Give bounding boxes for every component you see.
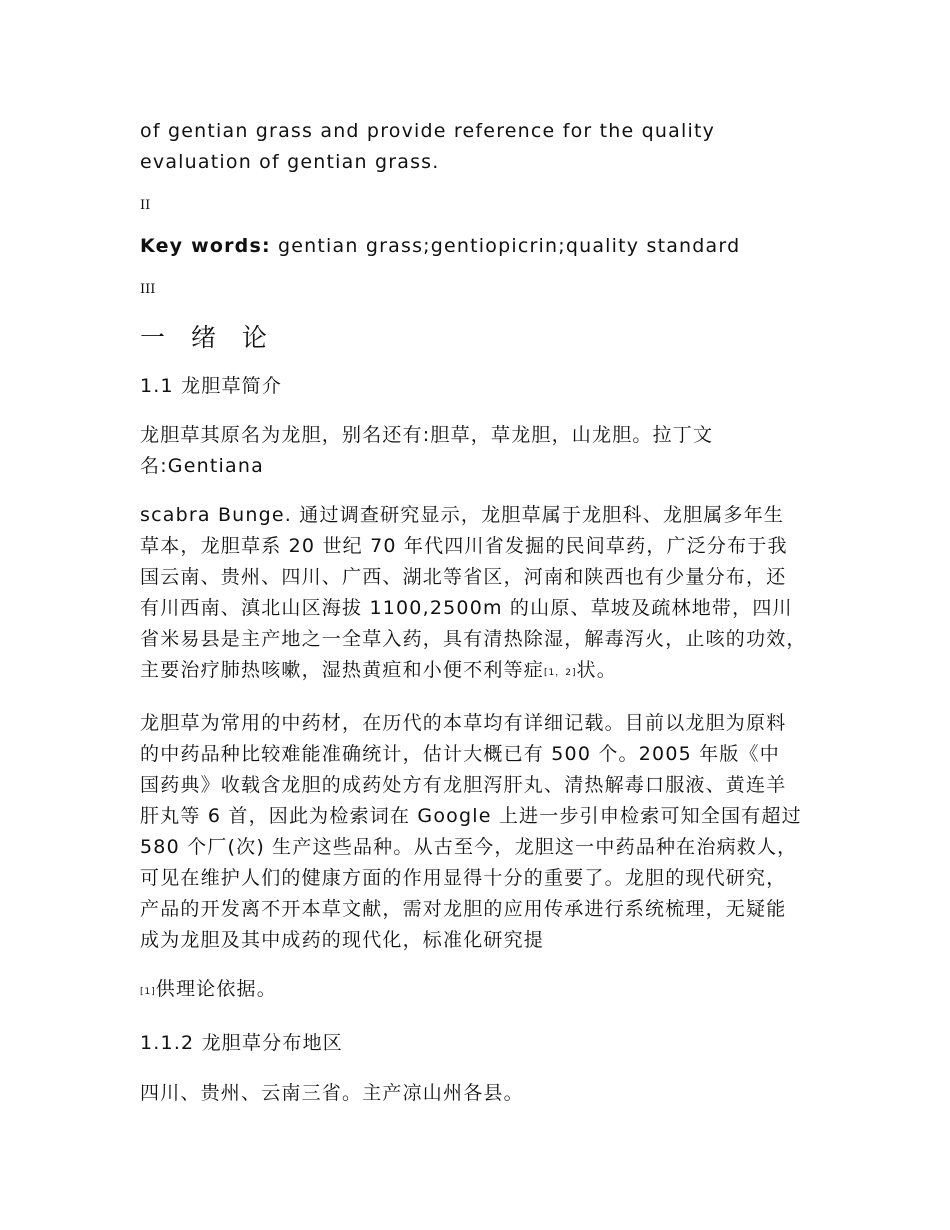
paragraph-line: 龙胆草其原名为龙胆，别名还有:胆草，草龙胆，山龙胆。拉丁文 [140, 424, 714, 446]
page-content [140, 116, 830, 1109]
paragraph-line: 肝丸等 6 首，因此为检索词在 Google 上进一步引申检索可知全国有超过 [140, 805, 802, 827]
citation-marker: [1，2] [544, 668, 577, 678]
abstract-line: evaluation of gentian grass. [140, 151, 440, 173]
paragraph-line: 580 个厂(次) 生产这些品种。从古至今，龙胆这一中药品种在治病救人， [140, 836, 798, 858]
paragraph-line: 草本，龙胆草系 20 世纪 70 年代四川省发掘的民间草药，广泛分布于我 [140, 535, 788, 557]
keywords-line [140, 231, 830, 262]
paragraph-1 [140, 420, 830, 482]
keywords-text: gentian grass;gentiopicrin;quality standard [270, 235, 741, 257]
paragraph-line: 国药典》收载含龙胆的成药处方有龙胆泻肝丸、清热解毒口服液、黄连羊 [140, 774, 787, 796]
paragraph-line: scabra Bunge. 通过调查研究显示，龙胆草属于龙胆科、龙胆属多年生 [140, 504, 785, 526]
page-marker-iii: III [140, 282, 156, 297]
paragraph-line: 国云南、贵州、四川、广西、湖北等省区，河南和陕西也有少量分布，还 [140, 566, 787, 588]
paragraph-line: 产品的开发离不开本草文献，需对龙胆的应用传承进行系统梳理，无疑能 [140, 898, 787, 920]
paragraph-line: 成为龙胆及其中成药的现代化，标准化研究提 [140, 929, 545, 951]
paragraph-line: 有川西南、滇北山区海拔 1100,2500m 的山原、草坡及疏林地带，四川 [140, 597, 793, 619]
paragraph-2 [140, 500, 830, 690]
paragraph-line [140, 655, 830, 690]
paragraph-4 [140, 974, 830, 1009]
page-marker-ii: II [140, 198, 151, 213]
paragraph-line: 的中药品种比较难能准确统计，估计大概已有 500 个。2005 年版《中 [140, 743, 780, 765]
paragraph-line: 省米易县是主产地之一全草入药，具有清热除湿，解毒泻火，止咳的功效， [140, 628, 807, 650]
paragraph-text: 供理论依据。 [155, 978, 277, 1000]
section-heading-1-1-2: 1.1.2 龙胆草分布地区 [140, 1032, 343, 1054]
section-heading-1-1: 1.1 龙胆草简介 [140, 375, 283, 397]
paragraph-3 [140, 708, 830, 956]
keywords-label: Key words: [140, 235, 271, 257]
paragraph-text: 状。 [576, 659, 617, 681]
citation-marker: [1] [140, 987, 156, 997]
abstract-tail [140, 116, 830, 178]
paragraph-text: 主要治疗肺热咳嗽，湿热黄疸和小便不利等症 [140, 659, 545, 681]
paragraph-line: 名:Gentiana [140, 455, 264, 477]
distribution-paragraph: 四川、贵州、云南三省。主产凉山州各县。 [140, 1082, 524, 1104]
paragraph-line: 龙胆草为常用的中药材，在历代的本草均有详细记载。目前以龙胆为原料 [140, 712, 787, 734]
chapter-title: 一 绪 论 [140, 323, 276, 352]
abstract-line: of gentian grass and provide reference for the quality [140, 120, 716, 142]
paragraph-line: 可见在维护人们的健康方面的作用显得十分的重要了。龙胆的现代研究， [140, 867, 787, 889]
